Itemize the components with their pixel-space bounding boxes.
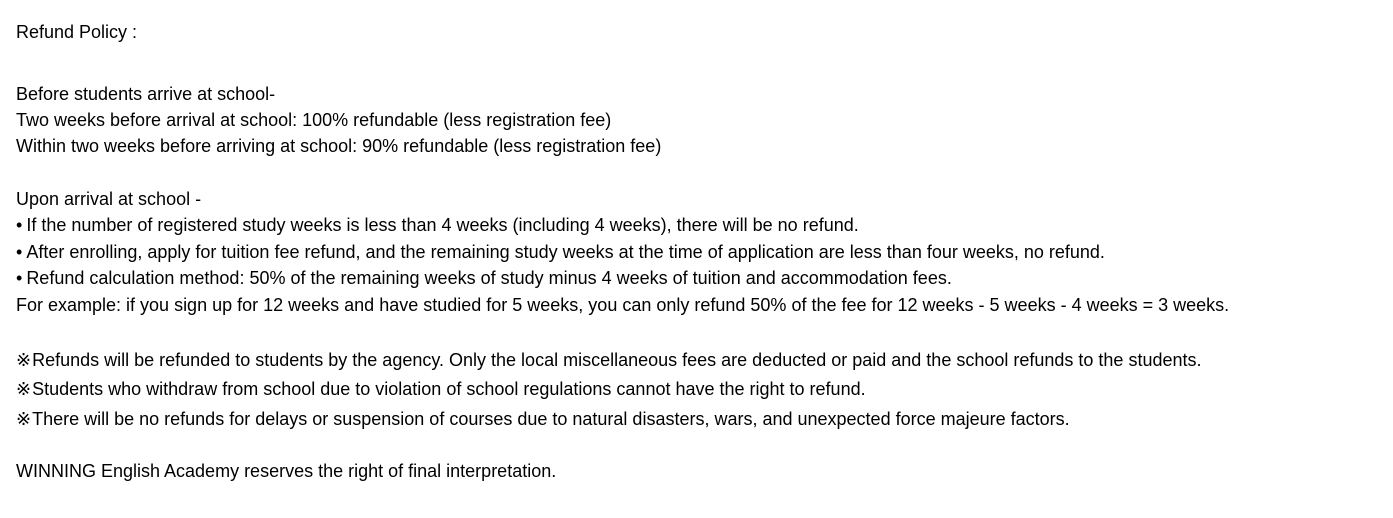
reference-mark-icon: ※ bbox=[16, 379, 32, 399]
before-arrival-line: Two weeks before arrival at school: 100% refundable (less registration fee) bbox=[16, 110, 612, 130]
policy-bullet-item bbox=[16, 241, 1105, 263]
before-arrival-heading: Before students arrive at school- bbox=[16, 84, 276, 104]
note-text: There will be no refunds for delays or suspension of courses due to natural disasters, wars, and unexpected force majeure factors. bbox=[32, 409, 1070, 429]
reference-mark-icon: ※ bbox=[16, 409, 32, 429]
policy-bullet-item bbox=[16, 267, 952, 289]
final-interpretation-statement: WINNING English Academy reserves the right of final interpretation. bbox=[16, 461, 557, 481]
note-item bbox=[16, 408, 1070, 430]
note-item bbox=[16, 378, 866, 400]
bullet-icon: • bbox=[16, 215, 23, 235]
refund-example: For example: if you sign up for 12 weeks and have studied for 5 weeks, you can only refund 50% of the fee for 12 weeks - 5 weeks - 4 weeks = 3 weeks. bbox=[16, 295, 1230, 315]
bullet-text: Refund calculation method: 50% of the remaining weeks of study minus 4 weeks of tuition and accommodation fees. bbox=[26, 268, 952, 288]
bullet-icon: • bbox=[16, 268, 23, 288]
note-text: Students who withdraw from school due to violation of school regulations cannot have the right to refund. bbox=[32, 379, 866, 399]
note-item bbox=[16, 349, 1202, 371]
reference-mark-icon: ※ bbox=[16, 350, 32, 370]
page-title: Refund Policy : bbox=[16, 22, 138, 42]
before-arrival-line: Within two weeks before arriving at school: 90% refundable (less registration fee) bbox=[16, 136, 662, 156]
note-text: Refunds will be refunded to students by the agency. Only the local miscellaneous fees are deducted or paid and the school refunds to the students. bbox=[32, 350, 1202, 370]
policy-bullet-item bbox=[16, 214, 859, 236]
bullet-text: If the number of registered study weeks is less than 4 weeks (including 4 weeks), there will be no refund. bbox=[26, 215, 859, 235]
bullet-text: After enrolling, apply for tuition fee refund, and the remaining study weeks at the time of application are less than four weeks, no refund. bbox=[26, 242, 1105, 262]
upon-arrival-heading: Upon arrival at school - bbox=[16, 189, 202, 209]
bullet-icon: • bbox=[16, 242, 23, 262]
